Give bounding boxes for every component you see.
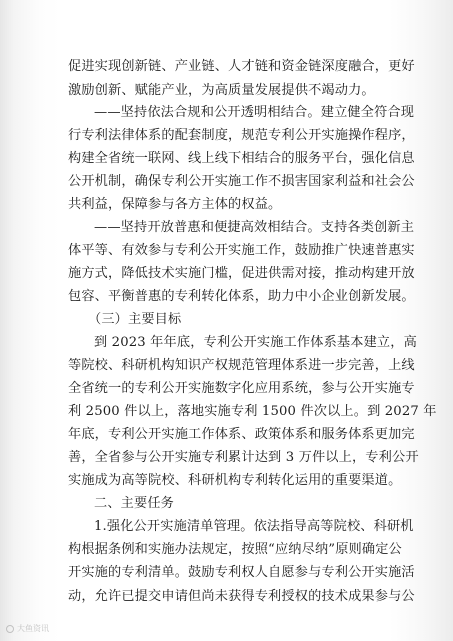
text-line: 利 2500 件以上，落地实施专利 1500 件次以上。到 2027 年: [68, 404, 437, 419]
text-line: 年底，专利公开实施工作体系、政策体系和服务体系更加完: [68, 427, 415, 442]
watermark: [6, 623, 49, 634]
text-line: 共利益，保障参与各方主体的权益。: [68, 197, 282, 212]
text-line: 到 2023 年年底，专利公开实施工作体系基本建立，高: [94, 335, 417, 350]
text-line: 促进实现创新链、产业链、人才链和资金链深度融合，更好: [68, 59, 415, 74]
text-line: 包容、平衡普惠的专利转化体系，助力中小企业创新发展。: [68, 289, 415, 304]
text-line: 动，允许已提交申请但尚未获得专利授权的技术成果参与公: [68, 589, 415, 604]
text-line: 施方式，降低技术实施门槛，促进供需对接，推动构建开放: [68, 266, 415, 281]
text-line: 行专利法律体系的配套制度，规范专利公开实施操作程序，: [68, 128, 415, 143]
text-line: 激励创新、赋能产业，为高质量发展提供不竭动力。: [68, 83, 375, 98]
text-line: 1.强化公开实施清单管理。依法指导高等院校、科研机: [94, 519, 414, 534]
text-line: 等院校、科研机构知识产权规范管理体系进一步完善，上线: [68, 358, 415, 373]
text-line: ——坚持依法合规和公开透明相结合。建立健全符合现: [94, 105, 415, 120]
text-line: 构根据条例和实施办法规定，按照“应纳尽纳”原则确定公: [68, 542, 402, 557]
text-line: 体平等、有效参与专利公开实施工作，鼓励推广快速普惠实: [68, 243, 415, 258]
text-line: 构建全省统一联网、线上线下相结合的服务平台，强化信息: [68, 151, 415, 166]
section-heading: （三）主要目标: [88, 312, 182, 327]
section-heading: 二、主要任务: [94, 496, 175, 511]
text-line: 公开机制，确保专利公开实施工作不损害国家利益和社会公: [68, 174, 415, 189]
text-line: 实施成为高等院校、科研机构专利转化运用的重要渠道。: [68, 473, 402, 488]
watermark-text: 大鱼资讯: [17, 624, 49, 633]
text-line: 开实施的专利清单。鼓励专利权人自愿参与专利公开实施活: [68, 565, 415, 580]
text-line: ——坚持开放普惠和便捷高效相结合。支持各类创新主: [94, 220, 415, 235]
watermark-logo-icon: [6, 625, 14, 633]
text-line: 善，全省参与公开实施专利累计达到 3 万件以上，专利公开: [68, 450, 419, 465]
text-line: 全省统一的专利公开实施数字化应用系统，参与公开实施专: [68, 381, 415, 396]
